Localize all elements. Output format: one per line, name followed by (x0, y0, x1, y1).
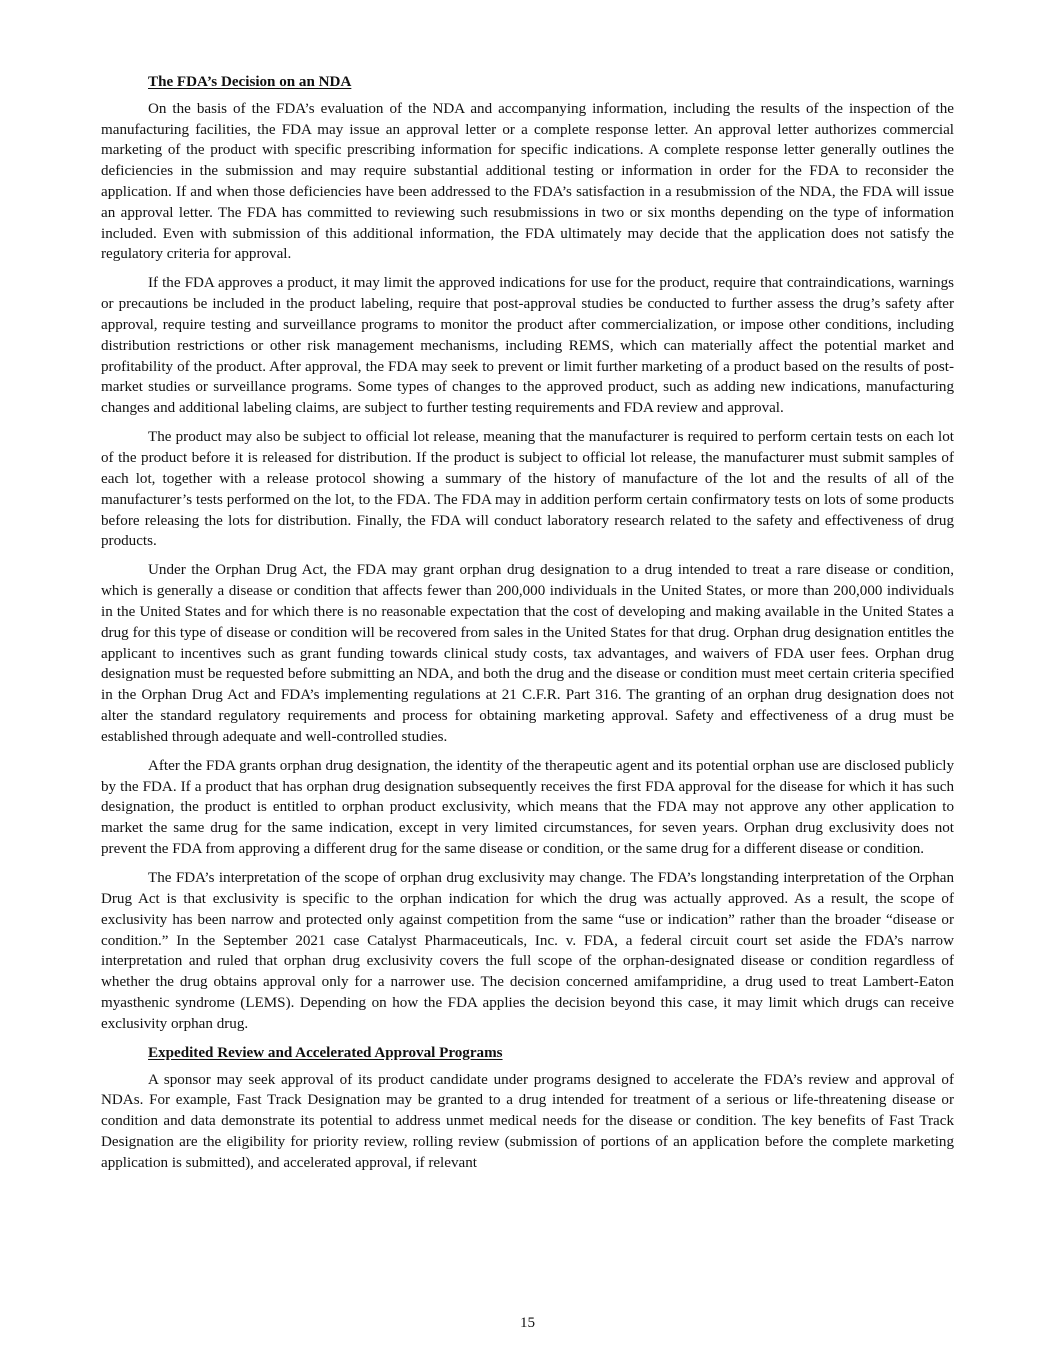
paragraph: The FDA’s interpretation of the scope of orphan drug exclusivity may change. The FDA’s longstanding interpretation of the Orphan Drug Act is that exclusivity is specific to the orphan indication for which the drug was actually approved. As a result, the scope of exclusivity has been narrow and protected only against competition from the same “use or indication” rather than the broader “disease or condition.” In the September 2021 case Catalyst Pharmaceuticals, Inc. v. FDA, a federal circuit court set aside the FDA’s narrow interpretation and ruled that orphan drug exclusivity covers the full scope of the orphan-designated disease or condition regardless of whether the drug obtains approval only for a narrower use. The decision concerned amifampridine, a drug used to treat Lambert-Eaton myasthenic syndrome (LEMS). Depending on how the FDA applies the decision beyond this case, it may limit which drugs can receive exclusivity orphan drug. (101, 870, 954, 1032)
document-page (101, 72, 954, 1182)
page-number: 15 (519, 1315, 536, 1331)
section-fda-decision (101, 72, 954, 1035)
section-expedited-review (101, 1043, 954, 1174)
paragraph: The product may also be subject to official lot release, meaning that the manufacturer is required to perform certain tests on each lot of the product before it is released for distribution. If the product is subject to official lot release, the manufacturer must submit samples of each lot, together with a release protocol showing a summary of the history of manufacture of the lot and the results of all of the manufacturer’s tests performed on the lot, to the FDA. The FDA may in addition perform certain confirmatory tests on lots of some products before releasing the lots for distribution. Finally, the FDA will conduct laboratory research related to the safety and effectiveness of drug products. (101, 429, 954, 550)
paragraph: Under the Orphan Drug Act, the FDA may grant orphan drug designation to a drug intended to treat a rare disease or condition, which is generally a disease or condition that affects fewer than 200,000 individuals in the United States, or more than 200,000 individuals in the United States and for which there is no reasonable expectation that the cost of developing and making available in the United States a drug for this type of disease or condition will be recovered from sales in the United States for that drug. Orphan drug designation entitles the applicant to incentives such as grant funding towards clinical study costs, tax advantages, and waivers of FDA user fees. Orphan drug designation must be requested before submitting an NDA, and both the drug and the disease or condition must meet certain criteria specified in the Orphan Drug Act and FDA’s implementing regulations at 21 C.F.R. Part 316. The granting of an orphan drug designation does not alter the standard regulatory requirements and process for obtaining marketing approval. Safety and effectiveness of a drug must be established through adequate and well-controlled studies. (101, 562, 954, 745)
paragraph: If the FDA approves a product, it may limit the approved indications for use for the product, require that contraindications, warnings or precautions be included in the product labeling, require that post-approval studies be conducted to further assess the drug’s safety after approval, require testing and surveillance programs to monitor the product after commercialization, or impose other conditions, including distribution restrictions or other risk management mechanisms, including REMS, which can materially affect the potential market and profitability of the product. After approval, the FDA may seek to prevent or limit further marketing of a product based on the results of post-market studies or surveillance programs. Some types of changes to the approved product, such as adding new indications, manufacturing changes and additional labeling claims, are subject to further testing requirements and FDA review and approval. (101, 275, 954, 417)
section-heading: The FDA’s Decision on an NDA (148, 74, 352, 90)
paragraph: On the basis of the FDA’s evaluation of the NDA and accompanying information, including the results of the inspection of the manufacturing facilities, the FDA may issue an approval letter or a complete response letter. An approval letter authorizes commercial marketing of the product with specific prescribing information for specific indications. A complete response letter generally outlines the deficiencies in the submission and may require substantial additional testing or information in order for the FDA to reconsider the application. If and when those deficiencies have been addressed to the FDA’s satisfaction in a resubmission of the NDA, the FDA will issue an approval letter. The FDA has committed to reviewing such resubmissions in two or six months depending on the type of information included. Even with submission of this additional information, the FDA ultimately may decide that the application does not satisfy the regulatory criteria for approval. (101, 100, 954, 263)
section-heading: Expedited Review and Accelerated Approval Programs (148, 1044, 503, 1061)
paragraph: A sponsor may seek approval of its product candidate under programs designed to accelerate the FDA’s review and approval of NDAs. For example, Fast Track Designation may be granted to a drug intended for treatment of a serious or life-threatening disease or condition and data demonstrate its potential to address unmet medical needs for the disease or condition. The key benefits of Fast Track Designation are the eligibility for priority review, rolling review (submission of portions of an application before the complete marketing application is submitted), and accelerated approval, if relevant (101, 1071, 954, 1171)
paragraph: After the FDA grants orphan drug designation, the identity of the therapeutic agent and its potential orphan use are disclosed publicly by the FDA. If a product that has orphan drug designation subsequently receives the first FDA approval for the disease for which it has such designation, the product is entitled to orphan product exclusivity, which means that the FDA may not approve any other application to market the same drug for the same indication, except in very limited circumstances, for seven years. Orphan drug exclusivity does not prevent the FDA from approving a different drug for the same disease or condition, or the same drug for a different disease or condition. (101, 757, 954, 858)
